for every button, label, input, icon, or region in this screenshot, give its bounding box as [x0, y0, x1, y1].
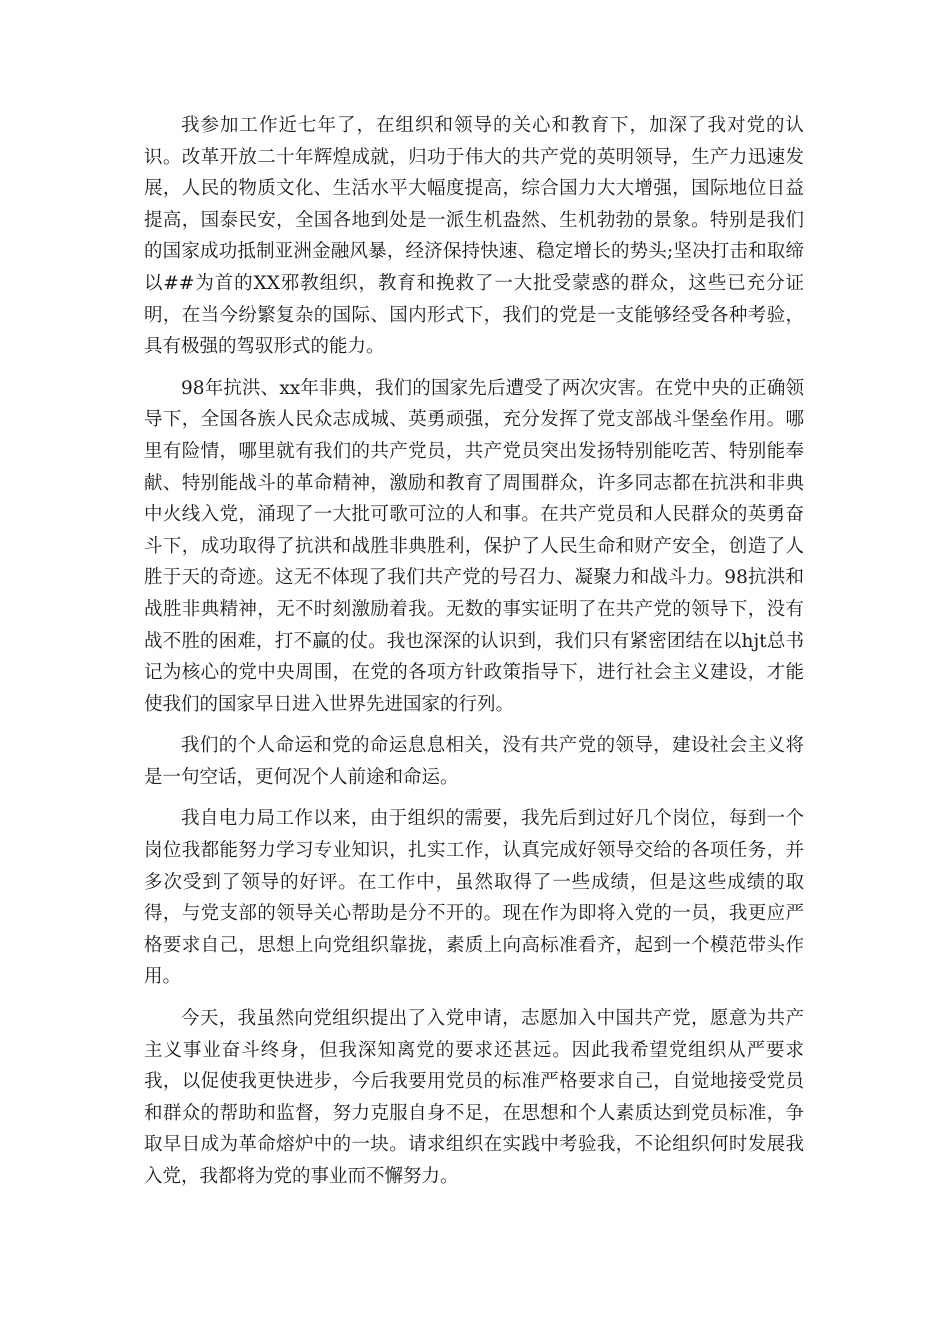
paragraph-3: 我们的个人命运和党的命运息息相关，没有共产党的领导，建设社会主义将是一句空话，更何况个人前途和命运。	[144, 735, 804, 788]
document-body	[144, 110, 804, 1203]
paragraph-4: 我自电力局工作以来，由于组织的需要，我先后到过好几个岗位，每到一个岗位我都能努力学习专业知识，扎实工作，认真完成好领导交给的各项任务，并多次受到了领导的好评。在工作中，虽然取得了一些成绩，但是这些成绩的取得，与党支部的领导关心帮助是分不开的。现在作为即将入党的一员，我更应严格要求自己，思想上向党组织靠拢，素质上向高标准看齐，起到一个模范带头作用。	[144, 808, 804, 988]
paragraph-5: 今天，我虽然向党组织提出了入党申请，志愿加入中国共产党，愿意为共产主义事业奋斗终身，但我深知离党的要求还甚远。因此我希望党组织从严要求我，以促使我更快进步，今后我要用党员的标准严格要求自己，自觉地接受党员和群众的帮助和监督，努力克服自身不足，在思想和个人素质达到党员标准，争取早日成为革命熔炉中的一块。请求组织在实践中考验我，不论组织何时发展我入党，我都将为党的事业而不懈努力。	[144, 1008, 804, 1187]
paragraph-1: 我参加工作近七年了，在组织和领导的关心和教育下，加深了我对党的认识。改革开放二十年辉煌成就，归功于伟大的共产党的英明领导，生产力迅速发展，人民的物质文化、生活水平大幅度提高，综合国力大大增强，国际地位日益提高，国泰民安，全国各地到处是一派生机盎然、生机勃勃的景象。特别是我们的国家成功抵制亚洲金融风暴，经济保持快速、稳定增长的势头;坚决打击和取缔以##为首的XX邪教组织，教育和挽救了一大批受蒙惑的群众，这些已充分证明，在当今纷繁复杂的国际、国内形式下，我们的党是一支能够经受各种考验，具有极强的驾驭形式的能力。	[144, 115, 804, 358]
paragraph-2: 98年抗洪、xx年非典，我们的国家先后遭受了两次灾害。在党中央的正确领导下，全国各族人民众志成城、英勇顽强，充分发挥了党支部战斗堡垒作用。哪里有险情，哪里就有我们的共产党员，共产党员突出发扬特别能吃苦、特别能奉献、特别能战斗的革命精神，激励和教育了周围群众，许多同志都在抗洪和非典中火线入党，涌现了一大批可歌可泣的人和事。在共产党员和人民群众的英勇奋斗下，成功取得了抗洪和战胜非典胜利，保护了人民生命和财产安全，创造了人胜于天的奇迹。这无不体现了我们共产党的号召力、凝聚力和战斗力。98抗洪和战胜非典精神，无不时刻激励着我。无数的事实证明了在共产党的领导下，没有战不胜的困难，打不赢的仗。我也深深的认识到，我们只有紧密团结在以hjt总书记为核心的党中央周围，在党的各项方针政策指导下，进行社会主义建设，才能使我们的国家早日进入世界先进国家的行列。	[144, 377, 804, 715]
